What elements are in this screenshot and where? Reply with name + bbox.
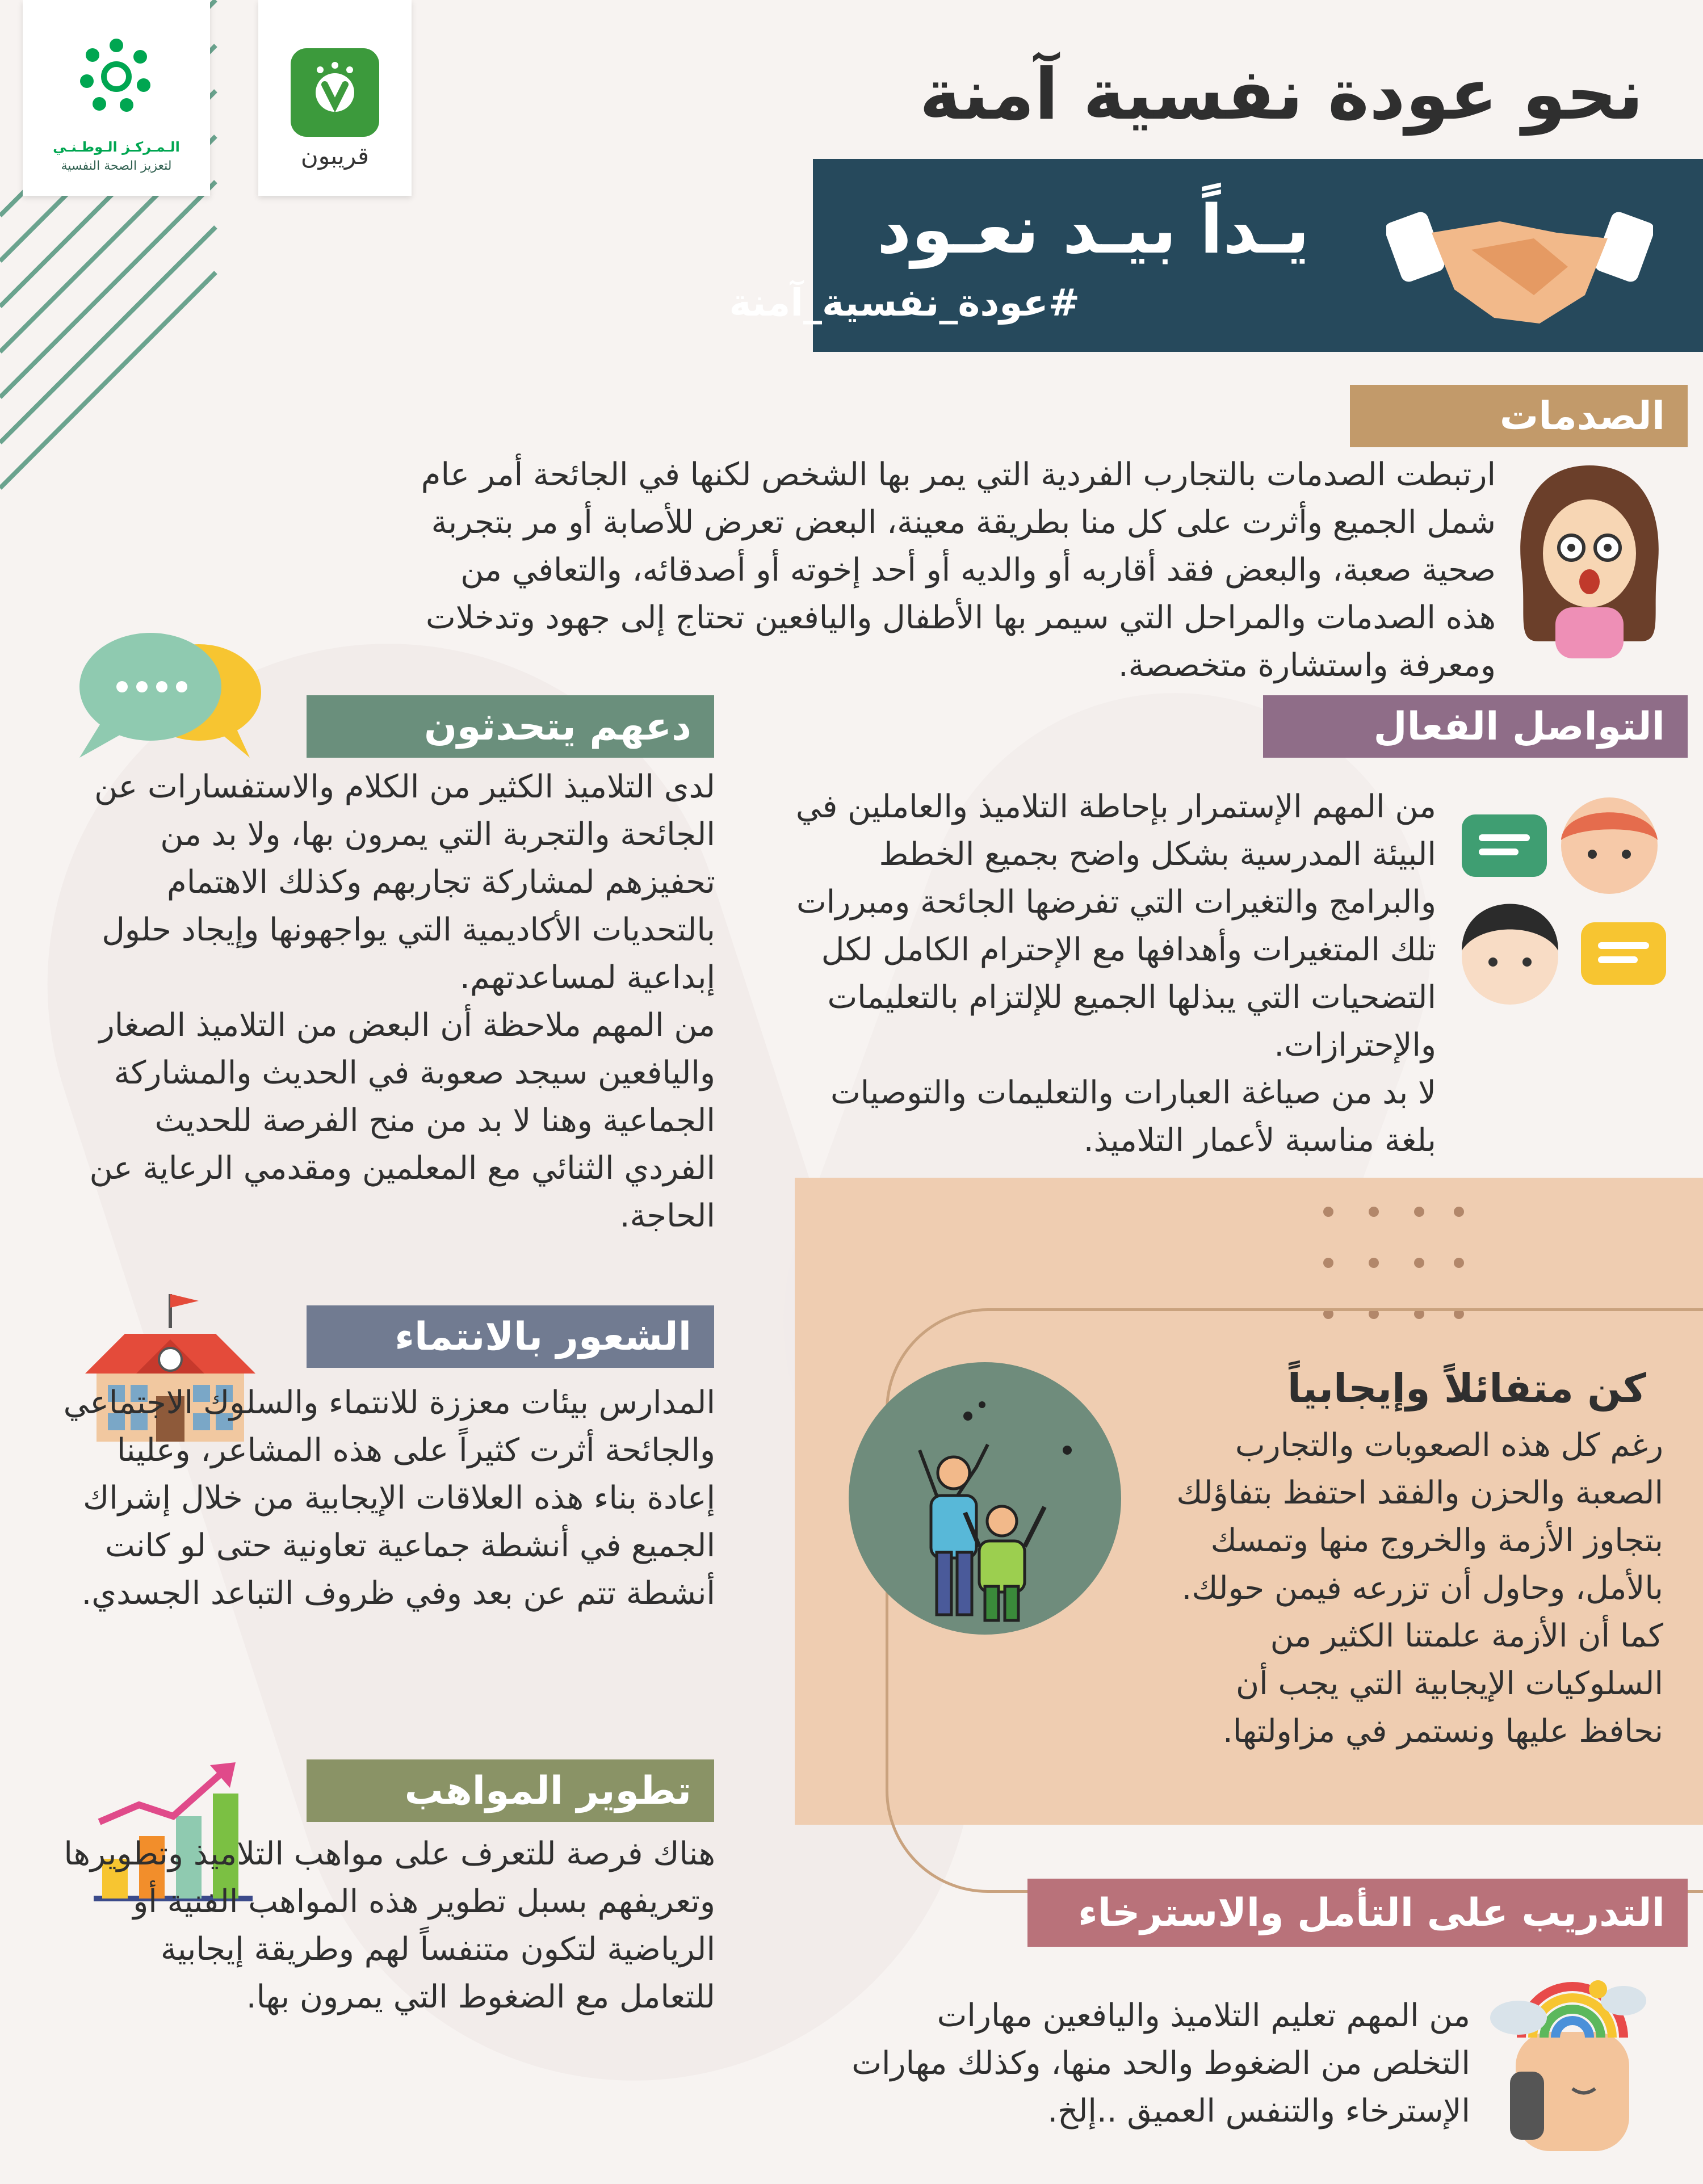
support-title-band — [307, 695, 714, 758]
chat-bubbles-icon — [68, 630, 267, 761]
hashtag-text: #عودة_نفسية_آمنة — [729, 281, 1080, 325]
optimism-card — [795, 1178, 1703, 1825]
surprised-girl-icon — [1504, 454, 1675, 658]
mind-rainbow-icon — [1487, 1975, 1646, 2157]
talking-people-icon — [1456, 792, 1672, 1019]
talents-title: تطوير المواهب — [404, 1768, 691, 1813]
talents-title-band — [307, 1759, 714, 1822]
meditation-title-band — [1027, 1879, 1688, 1947]
communication-title-band — [1263, 695, 1688, 758]
belonging-body: المدارس بيئات معززة للانتماء والسلوك الاجتماعي والجائحة أثرت كثيراً على هذه المشاعر، وعلينا إعادة بناء هذه العلاقات الإيجابية من خلال إشراك الجميع في أنشطة جماعية تعاونية حتى لو كانت أنشطة تتم عن بعد وفي ظروف التباعد الجسدي. — [63, 1384, 715, 1612]
communication-body-p2: لا بد من صياغة العبارات والتعليمات والتوصيات بلغة مناسبة لأعمار التلاميذ. — [830, 1074, 1436, 1159]
belonging-title-band — [307, 1305, 714, 1368]
page-title: نحو عودة نفسية آمنة — [919, 54, 1643, 136]
app-logo-icon — [291, 48, 379, 137]
slogan-banner — [729, 159, 1703, 352]
communication-body — [795, 783, 1436, 1165]
center-name-line1: الـمـركـز الـوطـنـي — [53, 139, 180, 155]
center-logo-icon — [77, 31, 156, 116]
talents-body: هناك فرصة للتعرف على مواهب التلاميذ وتطويرها وتعريفهم بسبل تطوير هذه المواهب الفنية أو الرياضية لتكون متنفساً لهم وطريقة إيجابية للتعامل مع الضغوط التي يمرون بها. — [64, 1836, 715, 2015]
belonging-title: الشعور بالانتماء — [395, 1314, 691, 1359]
trauma-title: الصدمات — [1499, 393, 1665, 439]
meditation-title: التدريب على التأمل والاسترخاء — [1078, 1890, 1665, 1935]
handshake-icon — [1386, 182, 1653, 335]
center-name-line2: لتعزيز الصحة النفسية — [61, 159, 172, 173]
app-name: قريبون — [300, 142, 370, 170]
optimism-body — [1158, 1422, 1663, 1755]
trauma-body: ارتبطت الصدمات بالتجارب الفردية التي يمر بها الشخص لكنها في الجائحة أمر عام شمل الجميع وأثرت على كل منا بطريقة معينة، البعض تعرض للأصابة أو مر بتجربة صحية صعبة، والبعض فقد أقاربه أو والديه أو أحد إخوته أو أصدقائه، والتعافي من هذه الصدمات والمراحل التي سيمر بها الأطفال واليافعين تحتاج إلى جهود وتدخلات ومعرفة واستشارة متخصصة. — [421, 456, 1496, 684]
optimism-title: كن متفائلاً وإيجابياً — [1287, 1365, 1646, 1412]
support-body-p1: لدى التلاميذ الكثير من الكلام والاستفسارات عن الجائحة والتجربة التي يمرون بها، ولا بد من تحفيزهم لمشاركة تجاربهم وكذلك الاهتمام بالتحديات الأكاديمية التي يواجهونها وإيجاد حلول إبداعية لمساعدتهم. — [94, 768, 715, 996]
celebrating-people-icon — [846, 1359, 1124, 1637]
app-logo-card — [258, 0, 412, 196]
communication-body-p1: من المهم الإستمرار بإحاطة التلاميذ والعاملين في البيئة المدرسية بشكل واضح بجميع الخطط والبرامج والتغيرات التي تفرضها الجائحة ومبررات تلك المتغيرات وأهدافها مع الإحترام الكامل لكل التضحيات التي يبذلها الجميع للإلتزام بالتعليمات والإحترازات. — [795, 788, 1436, 1064]
support-body-p2: من المهم ملاحظة أن البعض من التلاميذ الصغار واليافعين سيجد صعوبة في الحديث والمشاركة الجماعية وهنا لا بد من منح الفرصة للحديث الفردي الثنائي مع المعلمين ومقدمي الرعاية عن الحاجة. — [89, 1007, 715, 1234]
trauma-title-band — [1350, 385, 1688, 447]
slogan-text: يـداً بيـد نعـود — [876, 190, 1310, 268]
support-title: دعهم يتحدثون — [423, 704, 691, 749]
support-body — [68, 763, 715, 1240]
optimism-body-p2: كما أن الأزمة علمتنا الكثير من السلوكيات الإيجابية التي يجب أن نحافظ عليها ونستمر في مزاولتها. — [1223, 1618, 1663, 1750]
center-logo-card — [23, 0, 210, 196]
optimism-body-p1: رغم كل هذه الصعوبات والتجارب الصعبة والحزن والفقد احتفظ بتفاؤلك بتجاوز الأزمة والخروج منها وتمسك بالأمل، وحاول أن تزرعه فيمن حولك. — [1176, 1427, 1663, 1607]
meditation-body: من المهم تعليم التلاميذ واليافعين مهارات التخلص من الضغوط والحد منها، وكذلك مهارات الإسترخاء والتنفس العميق ..إلخ. — [852, 1997, 1470, 2130]
communication-title: التواصل الفعال — [1373, 704, 1665, 749]
